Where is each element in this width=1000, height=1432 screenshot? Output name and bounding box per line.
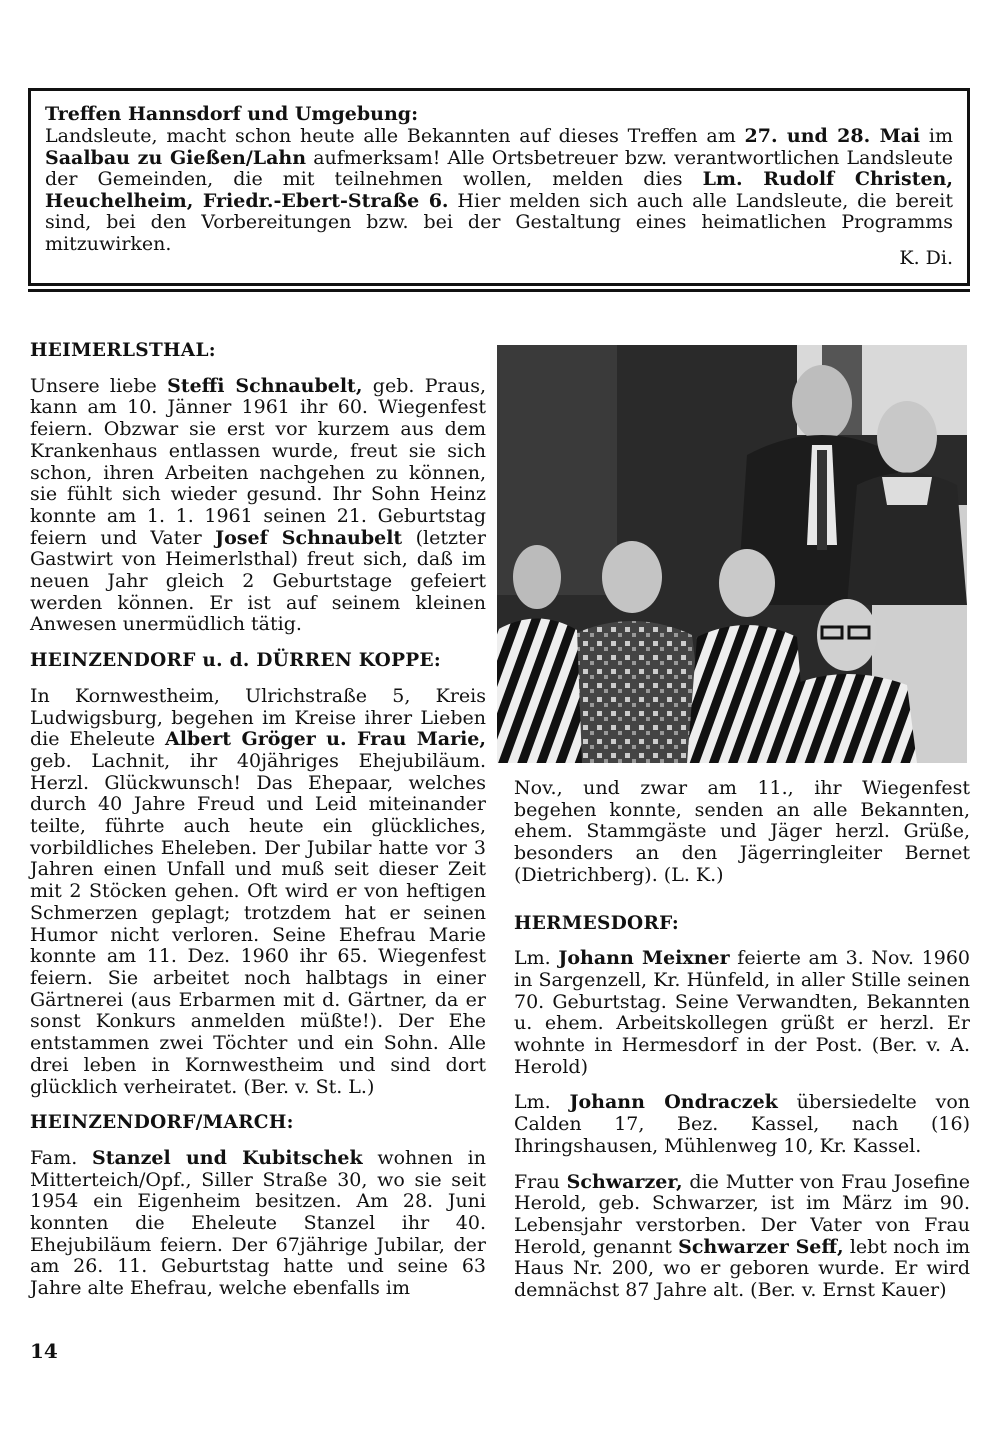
article-heinzendorf-koppe: In Kornwestheim, Ulrichstraße 5, Kreis Ludwigsburg, begehen im Kreise ihrer Lieben die Eheleute Albert Gröger u. Frau Marie, geb. Lachnit, ihr 40jähriges Ehejubiläum. Herzl. Glückwunsch! Das Ehepaar, welches durch 40 Jahre Freud und Leid miteinander teilte, führte auch heute ein glückliches, vorbildliches Eheleben. Der Jubilar hatte vor 3 Jahren einen Unfall und muß seit dieser Zeit mit 2 Stöcken gehen. Oft wird er von heftigen Schmerzen geplagt; trotzdem hat er seinen Humor nicht verloren. Seine Ehefrau Marie konnte am 11. Dez. 1960 ihr 65. Wiegenfest feiern. Sie arbeitet noch halbtags in einer Gärtnerei (aus Erbarmen mit d. Gärtner, da er sonst Konkurs anmelden müßte!). Der Ehe entstammen zwei Töchter und ein Sohn. Alle drei leben in Kornwestheim und sind dort glücklich verheiratet. (Ber. v. St. L.) (30, 684, 486, 1098)
notice-signature: K. Di. (899, 247, 953, 269)
notice-text: Landsleute, macht schon heute alle Bekannten auf dieses Treffen am 27. und 28. Mai im Saalbau zu Gießen/Lahn aufmerksam! Alle Ortsbetreuer bzw. verantwortlichen Landsleute der Gemeinden, die mit teilnehmen wollen, melden dies Lm. Rudolf Christen, Heuchelheim, Friedr.-Ebert-Straße 6. Hier melden sich auch alle Landsleute, die bereit sind, bei den Vorbereitungen bzw. bei der Gestaltung eines heimatlichen Programms mitzuwirken. (45, 125, 953, 255)
notice-box (28, 88, 970, 286)
article-heimerlsthal: Unsere liebe Steffi Schnaubelt, geb. Praus, kann am 10. Jänner 1961 ihr 60. Wiegenfest feiern. Obzwar sie erst vor kurzem aus dem Krankenhaus entlassen wurde, freut sie sich schon, ihren Arbeiten nachgehen zu können, sie fühlt sich wieder gesund. Ihr Sohn Heinz konnte am 1. 1. 1961 seinen 21. Geburtstag feiern und Vater Josef Schnaubelt (letzter Gastwirt von Heimerlsthal) freut sich, daß im neuen Jahr gleich 2 Geburtstage gefeiert werden können. Er ist auf seinem kleinen Anwesen unermüdlich tätig. (30, 374, 486, 636)
heading-heimerlsthal: HEIMERLSTHAL: (30, 340, 216, 361)
article-hermesdorf-1: Lm. Johann Meixner feierte am 3. Nov. 1960 in Sargenzell, Kr. Hünfeld, in aller Stille seinen 70. Geburtstag. Seine Verwandten, Bekannten u. ehem. Arbeitskollegen grüßt er herzl. Er wohnte in Hermesdorf in der Post. (Ber. v. A. Herold) (514, 947, 971, 1078)
left-column (30, 340, 486, 1314)
right-column (514, 778, 970, 1316)
group-photo (497, 345, 967, 763)
article-hermesdorf-3: Frau Schwarzer, die Mutter von Frau Josefine Herold, geb. Schwarzer, ist im März im 90. Lebensjahr verstorben. Der Vater von Frau Herold, genannt Schwarzer Seff, lebt noch im Haus Nr. 200, wo er geboren wurde. Er wird demnächst 87 Jahre alt. (Ber. v. Ernst Kauer) (514, 1170, 971, 1302)
page-number: 14 (30, 1339, 58, 1363)
notice-title: Treffen Hannsdorf und Umgebung: (45, 103, 419, 125)
continuation-text: Nov., und zwar am 11., ihr Wiegenfest begehen konnte, senden an alle Bekannten, ehem. Stammgäste und Jäger herzl. Grüße, besonders an den Jägerringleiter Bernet (Dietrichberg). (L. K.) (514, 777, 970, 886)
heading-heinzendorf-koppe: HEINZENDORF u. d. DÜRREN KOPPE: (30, 650, 442, 672)
article-hermesdorf-2: Lm. Johann Ondraczek übersiedelte von Calden 17, Bez. Kassel, nach (16) Ihringshausen, Mühlenweg 10, Kr. Kassel. (514, 1091, 970, 1157)
article-heinzendorf-march: Fam. Stanzel und Kubitschek wohnen in Mitterteich/Opf., Siller Straße 30, wo sie seit 1954 ein Eigenheim besitzen. Am 28. Juni konnten die Eheleute Stanzel ihr 40. Ehejubiläum feiern. Der 67jährige Jubilar, der am 26. 11. Geburtstag hatte und seine 63 Jahre alte Ehefrau, welche ebenfalls im (30, 1146, 486, 1300)
heading-hermesdorf: HERMESDORF: (514, 912, 680, 934)
heading-heinzendorf-march: HEINZENDORF/MARCH: (30, 1112, 294, 1134)
